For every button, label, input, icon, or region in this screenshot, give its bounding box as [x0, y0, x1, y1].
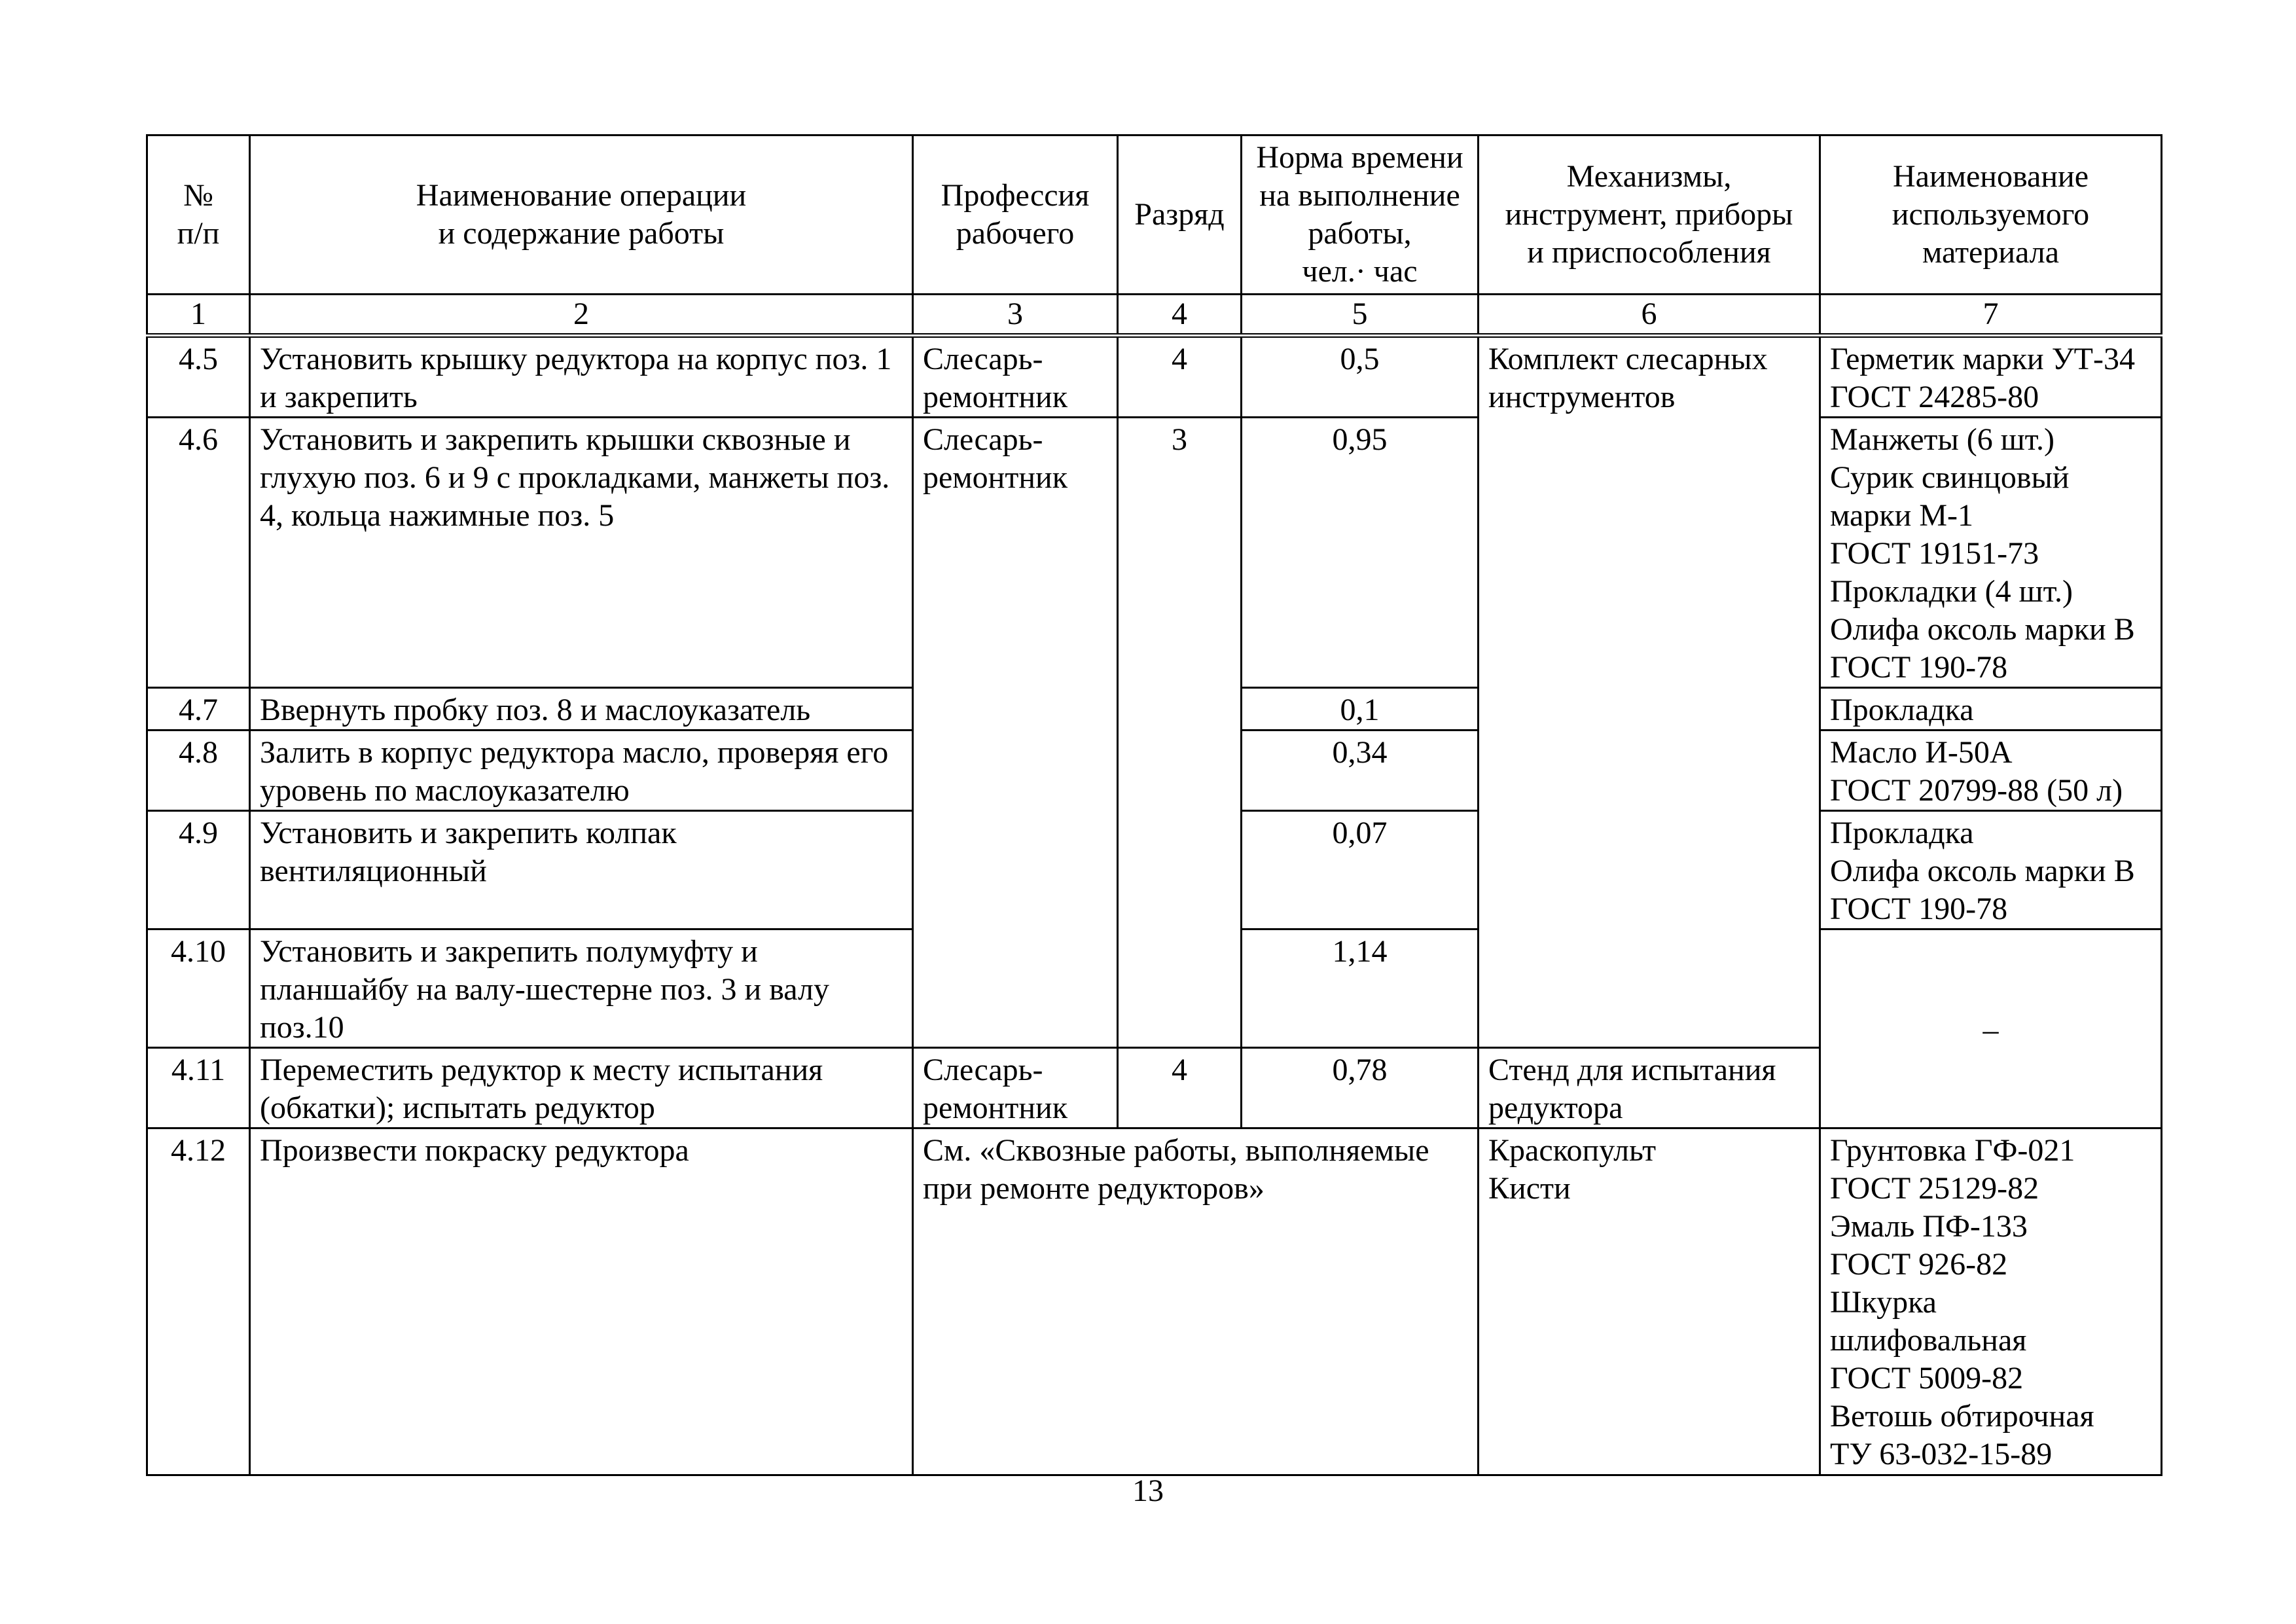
material-line: Масло И-50А	[1830, 735, 2013, 770]
row-operation: Залить в корпус редуктора масло, проверяя его уровень по маслоуказателю	[250, 731, 913, 811]
material-line: Грунтовка ГФ-021	[1830, 1133, 2075, 1168]
tool-line: Стенд для испытания	[1488, 1053, 1776, 1087]
row-num: 4.7	[147, 688, 250, 731]
material-line: Сурик свинцовый	[1830, 460, 2070, 495]
row-grade: 3	[1118, 418, 1242, 1048]
column-number: 1	[147, 295, 250, 336]
row-operation: Ввернуть пробку поз. 8 и маслоуказатель	[250, 688, 913, 731]
operations-table-container	[146, 134, 2161, 1476]
row-operation: Установить крышку редуктора на корпус поз. 1 и закрепить	[250, 336, 913, 418]
table-row	[147, 418, 2162, 688]
column-number: 6	[1479, 295, 1820, 336]
row-num: 4.8	[147, 731, 250, 811]
row-profession: Слесарь-ремонтник	[913, 1048, 1118, 1128]
row-grade: 4	[1118, 1048, 1242, 1128]
header-materials: Наименование используемого материала	[1820, 135, 2162, 295]
row-grade: 4	[1118, 336, 1242, 418]
row-reference: См. «Сквозные работы, выполняемые при ремонте редукторов»	[913, 1128, 1479, 1475]
header-num: № п/п	[147, 135, 250, 295]
row-materials	[1820, 336, 2162, 418]
material-line: марки М-1	[1830, 498, 1974, 533]
row-tools	[1479, 1128, 1820, 1475]
tool-line: Краскопульт	[1488, 1133, 1657, 1168]
header-operation: Наименование операции и содержание работы	[250, 135, 913, 295]
operations-table	[146, 134, 2162, 1476]
row-materials	[1820, 811, 2162, 929]
row-materials-dash: –	[1820, 929, 2162, 1128]
row-materials	[1820, 688, 2162, 731]
row-norm: 0,5	[1242, 336, 1479, 418]
page-number: 13	[1132, 1473, 1164, 1508]
row-materials	[1820, 731, 2162, 811]
row-tools	[1479, 336, 1820, 1048]
row-operation: Переместить редуктор к месту испытания (обкатки); испытать редуктор	[250, 1048, 913, 1128]
material-line: Ветошь обтирочная	[1830, 1399, 2094, 1434]
material-line: Шкурка	[1830, 1285, 1937, 1320]
material-line: Эмаль ПФ-133	[1830, 1209, 2028, 1244]
table-row	[147, 1128, 2162, 1475]
material-line: ГОСТ 20799-88 (50 л)	[1830, 773, 2123, 808]
row-operation: Установить и закрепить полумуфту и планшайбу на валу-шестерне поз. 3 и валу поз.10	[250, 929, 913, 1048]
column-number: 2	[250, 295, 913, 336]
row-norm: 1,14	[1242, 929, 1479, 1048]
row-norm: 0,07	[1242, 811, 1479, 929]
row-profession: Слесарь-ремонтник	[913, 418, 1118, 1048]
material-line: Манжеты (6 шт.)	[1830, 422, 2055, 457]
row-materials	[1820, 418, 2162, 688]
material-line: ГОСТ 190-78	[1830, 892, 2008, 926]
row-profession: Слесарь-ремонтник	[913, 336, 1118, 418]
column-number-row	[147, 295, 2162, 336]
column-number: 7	[1820, 295, 2162, 336]
material-line: ГОСТ 5009-82	[1830, 1361, 2024, 1396]
row-norm: 0,34	[1242, 731, 1479, 811]
column-number: 4	[1118, 295, 1242, 336]
row-num: 4.5	[147, 336, 250, 418]
row-num: 4.9	[147, 811, 250, 929]
header-tools: Механизмы, инструмент, приборы и приспособления	[1479, 135, 1820, 295]
material-line: шлифовальная	[1830, 1323, 2027, 1358]
column-number: 5	[1242, 295, 1479, 336]
row-num: 4.10	[147, 929, 250, 1048]
material-line: Герметик марки УТ-34	[1830, 342, 2135, 376]
tool-line: редуктора	[1488, 1091, 1623, 1125]
material-line: ГОСТ 25129-82	[1830, 1171, 2039, 1206]
material-line: ГОСТ 926-82	[1830, 1247, 2008, 1282]
row-num: 4.6	[147, 418, 250, 688]
table-row	[147, 336, 2162, 418]
material-line: ТУ 63-032-15-89	[1830, 1437, 2053, 1471]
row-norm: 0,95	[1242, 418, 1479, 688]
row-operation: Произвести покраску редуктора	[250, 1128, 913, 1475]
row-norm: 0,1	[1242, 688, 1479, 731]
material-line: Олифа оксоль марки В	[1830, 854, 2135, 888]
tool-line: Комплект слесарных	[1488, 342, 1768, 376]
material-line: Олифа оксоль марки В	[1830, 612, 2135, 647]
header-norm: Норма времени на выполнение работы, чел.· час	[1242, 135, 1479, 295]
row-norm: 0,78	[1242, 1048, 1479, 1128]
material-line: ГОСТ 24285-80	[1830, 380, 2039, 414]
material-line: ГОСТ 190-78	[1830, 650, 2008, 685]
header-profession: Профессия рабочего	[913, 135, 1118, 295]
material-line: ГОСТ 19151-73	[1830, 536, 2039, 571]
row-operation: Установить и закрепить крышки сквозные и глухую поз. 6 и 9 с прокладками, манжеты поз. 4, кольца нажимные поз. 5	[250, 418, 913, 688]
column-number: 3	[913, 295, 1118, 336]
row-num: 4.12	[147, 1128, 250, 1475]
material-line: Прокладка	[1830, 693, 1974, 727]
material-line: Прокладка	[1830, 816, 1974, 850]
row-tools	[1479, 1048, 1820, 1128]
row-operation: Установить и закрепить колпак вентиляционный	[250, 811, 913, 929]
header-grade: Разряд	[1118, 135, 1242, 295]
header-row	[147, 135, 2162, 295]
tool-line: инструментов	[1488, 380, 1676, 414]
tool-line: Кисти	[1488, 1171, 1571, 1206]
row-materials	[1820, 1128, 2162, 1475]
material-line: Прокладки (4 шт.)	[1830, 574, 2073, 609]
row-num: 4.11	[147, 1048, 250, 1128]
